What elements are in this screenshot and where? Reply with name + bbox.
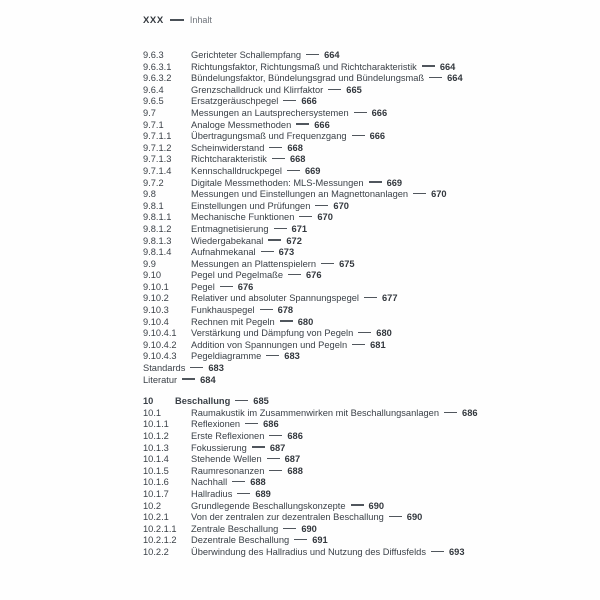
toc-entry — [143, 166, 590, 178]
entry-title: Reflexionen — [191, 419, 241, 430]
entry-page: 666 — [301, 96, 317, 107]
entry-number: 10.2.1 — [143, 512, 169, 523]
toc-entry — [143, 108, 590, 120]
entry-number: 9.10.4 — [143, 316, 169, 327]
toc-entry — [143, 50, 590, 62]
entry-number: 10.1.4 — [143, 454, 169, 465]
leader-dash — [260, 309, 273, 310]
toc-entry — [143, 212, 590, 224]
entry-title: Standards — [143, 363, 186, 374]
entry-number: 9.6.3.2 — [143, 73, 172, 84]
entry-page: 691 — [312, 535, 328, 546]
entry-number: 10.2.1.1 — [143, 523, 177, 534]
leader-dash — [190, 367, 203, 368]
entry-page: 665 — [346, 84, 362, 95]
toc-entry — [143, 270, 590, 282]
toc-entry — [143, 328, 590, 340]
entry-title: Fokussierung — [191, 442, 247, 453]
entry-page: 686 — [462, 407, 478, 418]
entry-page: 685 — [253, 396, 269, 407]
entry-number: 9.6.3 — [143, 50, 164, 60]
entry-title: Grenzschalldruck und Klirrfaktor — [191, 84, 324, 95]
entry-page: 668 — [287, 142, 303, 153]
entry-title: Bündelungsfaktor, Bündelungsgrad und Bündelungsmaß — [191, 73, 425, 84]
entry-number: 9.6.5 — [143, 96, 164, 107]
leader-dash — [280, 320, 293, 321]
toc-entry — [143, 131, 590, 143]
entry-number: 10.1.5 — [143, 465, 169, 476]
toc-entry — [143, 96, 590, 108]
entry-page: 690 — [301, 523, 317, 534]
entry-title: Grundlegende Beschallungskonzepte — [191, 500, 346, 511]
entry-page: 683 — [208, 363, 224, 374]
entry-number: 9.10.3 — [143, 305, 169, 316]
entry-title: Mechanische Funktionen — [191, 212, 295, 223]
entry-page: 680 — [297, 316, 314, 327]
toc-entry — [143, 85, 590, 97]
entry-title: Pegel und Pegelmaße — [191, 270, 283, 281]
leader-dash — [232, 481, 245, 482]
toc-entry — [143, 178, 590, 190]
entry-title: Messungen an Plattenspielern — [191, 258, 317, 269]
entry-number: 9.6.4 — [143, 84, 164, 95]
toc-entry — [143, 443, 590, 455]
entry-number: 10.1 — [143, 407, 162, 418]
entry-number: 9.7.1.4 — [143, 165, 172, 176]
leader-dash — [294, 539, 307, 540]
entry-number: 9.8.1.2 — [143, 223, 172, 234]
toc-entry — [143, 466, 590, 478]
entry-page: 673 — [278, 247, 295, 258]
entry-number: 9.7.1 — [143, 119, 164, 130]
leader-dash — [315, 205, 328, 206]
toc-entry — [143, 224, 590, 236]
entry-page: 672 — [286, 235, 302, 246]
entry-number: 9.7 — [143, 107, 156, 118]
entry-page: 666 — [369, 131, 386, 142]
toc-entry — [143, 419, 590, 431]
toc-entry — [143, 154, 590, 166]
entry-page: 666 — [371, 107, 388, 118]
toc-entry — [143, 489, 590, 501]
leader-dash — [237, 493, 250, 494]
entry-title: Rechnen mit Pegeln — [191, 316, 275, 327]
entry-page: 683 — [284, 351, 300, 362]
entry-number: 10.1.6 — [143, 477, 169, 488]
entry-title: Entmagnetisierung — [191, 223, 269, 234]
leader-dash — [283, 100, 296, 101]
entry-page: 664 — [447, 73, 463, 84]
leader-dash — [269, 435, 282, 436]
toc-entry — [143, 501, 590, 513]
toc-entry — [143, 73, 590, 85]
entry-number: 10.2 — [143, 500, 162, 511]
entry-page: 690 — [368, 500, 385, 511]
toc-entry — [143, 247, 590, 259]
entry-title: Richtcharakteristik — [191, 154, 267, 165]
toc-entry — [143, 351, 590, 363]
leader-dash — [354, 112, 367, 113]
toc-entry — [143, 62, 590, 74]
toc-entry — [143, 293, 590, 305]
entry-title: Kennschalldruckpegel — [191, 165, 282, 176]
entry-number: 9.7.1.2 — [143, 142, 172, 153]
entry-title: Raumresonanzen — [191, 465, 265, 476]
entry-page: 684 — [200, 374, 216, 385]
toc-entry — [143, 189, 590, 201]
leader-dash — [389, 516, 402, 517]
leader-dash — [269, 147, 282, 148]
leader-dash — [272, 158, 285, 159]
leader-dash — [269, 470, 282, 471]
entry-title: Scheinwiderstand — [191, 142, 265, 153]
entry-number: 9.10.4.1 — [143, 328, 177, 339]
toc-list — [143, 50, 590, 559]
toc-entry — [143, 512, 590, 524]
entry-number: 9.10.4.2 — [143, 339, 177, 350]
leader-dash — [413, 193, 426, 194]
entry-title: Zentrale Beschallung — [191, 523, 279, 534]
entry-title: Messungen und Einstellungen an Magnettonanlagen — [191, 189, 409, 200]
entry-title: Addition von Spannungen und Pegeln — [191, 339, 348, 350]
entry-number: 9.9 — [143, 258, 156, 269]
entry-number: 10.2.2 — [143, 546, 169, 557]
entry-title: Pegel — [191, 281, 215, 292]
leader-dash — [288, 274, 301, 275]
entry-number: 9.8.1.4 — [143, 247, 172, 258]
entry-page: 676 — [306, 270, 322, 281]
leader-dash — [369, 181, 382, 182]
leader-dash — [245, 423, 258, 424]
entry-number: 9.7.2 — [143, 177, 164, 188]
entry-number: 9.7.1.1 — [143, 131, 172, 142]
leader-dash — [267, 458, 280, 459]
toc-entry — [143, 120, 590, 132]
leader-dash — [252, 446, 265, 447]
toc-entry — [143, 524, 590, 536]
toc-entry — [143, 282, 590, 294]
entry-number: 10.1.3 — [143, 442, 169, 453]
leader-dash — [352, 344, 365, 345]
entry-page: 681 — [370, 339, 386, 350]
entry-title: Funkhauspegel — [191, 305, 255, 316]
page-header — [143, 14, 212, 26]
toc-entry — [143, 375, 590, 387]
entry-page: 664 — [439, 61, 456, 72]
leader-dash — [422, 65, 435, 66]
entry-number: 10.1.2 — [143, 431, 169, 441]
entry-title: Hallradius — [191, 488, 233, 499]
entry-page: 670 — [431, 189, 447, 200]
leader-dash — [268, 239, 281, 240]
entry-title: Aufnahmekanal — [191, 247, 256, 258]
page-number-label: XXX — [143, 14, 164, 26]
entry-title: Gerichteter Schallempfang — [191, 50, 302, 60]
leader-dash — [287, 170, 300, 171]
leader-dash — [429, 77, 442, 78]
leader-dash — [182, 378, 195, 379]
header-dash-rule — [170, 19, 184, 20]
entry-title: Richtungsfaktor, Richtungsmaß und Richtcharakteristik — [191, 61, 417, 72]
leader-dash — [306, 54, 319, 55]
entry-page: 676 — [237, 281, 254, 292]
entry-page: 693 — [448, 546, 465, 557]
header-title: Inhalt — [189, 15, 212, 25]
toc-entry — [143, 535, 590, 547]
toc-entry — [143, 408, 590, 420]
entry-number: 9.7.1.3 — [143, 154, 172, 165]
entry-number: 9.8.1.3 — [143, 235, 172, 246]
leader-dash — [261, 251, 274, 252]
leader-dash — [351, 504, 364, 505]
toc-entry — [143, 259, 590, 271]
entry-title: Wiedergabekanal — [191, 235, 264, 246]
entry-title: Pegeldiagramme — [191, 351, 262, 362]
entry-page: 687 — [269, 442, 286, 453]
entry-title: Stehende Wellen — [191, 454, 262, 465]
entry-title: Nachhall — [191, 477, 228, 488]
toc-entry — [143, 143, 590, 155]
entry-number: 10.1.7 — [143, 488, 169, 499]
entry-number: 10 — [143, 396, 154, 407]
toc-entry — [143, 340, 590, 352]
toc-entry — [143, 305, 590, 317]
entry-title: Überwindung des Hallradius und Nutzung des Diffusfelds — [191, 546, 426, 557]
leader-dash — [274, 228, 287, 229]
entry-page: 688 — [250, 477, 266, 488]
leader-dash — [358, 332, 371, 333]
leader-dash — [364, 297, 377, 298]
entry-page: 670 — [333, 200, 349, 211]
toc-entry — [143, 363, 590, 375]
entry-number: 9.10.1 — [143, 281, 169, 292]
entry-page: 669 — [304, 165, 321, 176]
entry-page: 690 — [406, 512, 423, 523]
entry-page: 678 — [277, 305, 294, 316]
entry-title: Ersatzgeräuschpegel — [191, 96, 279, 107]
entry-page: 677 — [381, 293, 398, 304]
leader-dash — [431, 551, 444, 552]
entry-number: 9.10 — [143, 270, 162, 281]
entry-title: Erste Reflexionen — [191, 431, 265, 441]
entry-title: Relativer und absoluter Spannungspegel — [191, 293, 359, 304]
entry-title: Raumakustik im Zusammenwirken mit Beschallungsanlagen — [191, 407, 440, 418]
leader-dash — [220, 286, 233, 287]
entry-title: Von der zentralen zur dezentralen Beschallung — [191, 512, 384, 523]
entry-title: Digitale Messmethoden: MLS-Messungen — [191, 177, 364, 188]
entry-page: 680 — [376, 328, 392, 339]
entry-page: 670 — [317, 212, 333, 223]
entry-page: 671 — [291, 223, 308, 234]
leader-dash — [444, 412, 457, 413]
entry-number: 9.8.1 — [143, 200, 164, 211]
toc-entry — [143, 477, 590, 489]
leader-dash — [296, 123, 309, 124]
entry-number: 10.2.1.2 — [143, 535, 177, 546]
entry-page: 688 — [287, 465, 303, 476]
entry-page: 687 — [284, 454, 301, 465]
leader-dash — [321, 263, 334, 264]
toc-entry — [143, 454, 590, 466]
entry-title: Messungen an Lautsprechersystemen — [191, 107, 349, 118]
toc-entry — [143, 317, 590, 329]
entry-number: 9.6.3.1 — [143, 61, 172, 72]
leader-dash — [266, 355, 279, 356]
entry-title: Beschallung — [175, 396, 231, 407]
toc-entry — [143, 431, 590, 443]
entry-page: 668 — [289, 154, 306, 165]
leader-dash — [283, 528, 296, 529]
entry-page: 675 — [339, 258, 355, 269]
entry-page: 686 — [287, 431, 303, 441]
entry-number: 9.10.4.3 — [143, 351, 177, 362]
entry-number: 9.8 — [143, 189, 156, 200]
entry-page: 689 — [255, 488, 271, 499]
entry-number: 9.10.2 — [143, 293, 169, 304]
toc-entry — [143, 547, 590, 559]
entry-title: Verstärkung und Dämpfung von Pegeln — [191, 328, 354, 339]
entry-title: Literatur — [143, 374, 178, 385]
entry-page: 664 — [324, 50, 340, 60]
entry-title: Dezentrale Beschallung — [191, 535, 290, 546]
toc-entry — [143, 396, 590, 408]
leader-dash — [235, 400, 248, 401]
leader-dash — [328, 89, 341, 90]
entry-title: Analoge Messmethoden — [191, 119, 292, 130]
entry-title: Einstellungen und Prüfungen — [191, 200, 311, 211]
entry-page: 669 — [386, 177, 403, 188]
entry-number: 10.1.1 — [143, 419, 169, 430]
toc-entry — [143, 201, 590, 213]
entry-page: 666 — [314, 119, 330, 130]
leader-dash — [352, 135, 365, 136]
entry-page: 686 — [263, 419, 279, 430]
toc-entry — [143, 236, 590, 248]
entry-number: 9.8.1.1 — [143, 212, 172, 223]
leader-dash — [299, 216, 312, 217]
entry-title: Übertragungsmaß und Frequenzgang — [191, 131, 347, 142]
